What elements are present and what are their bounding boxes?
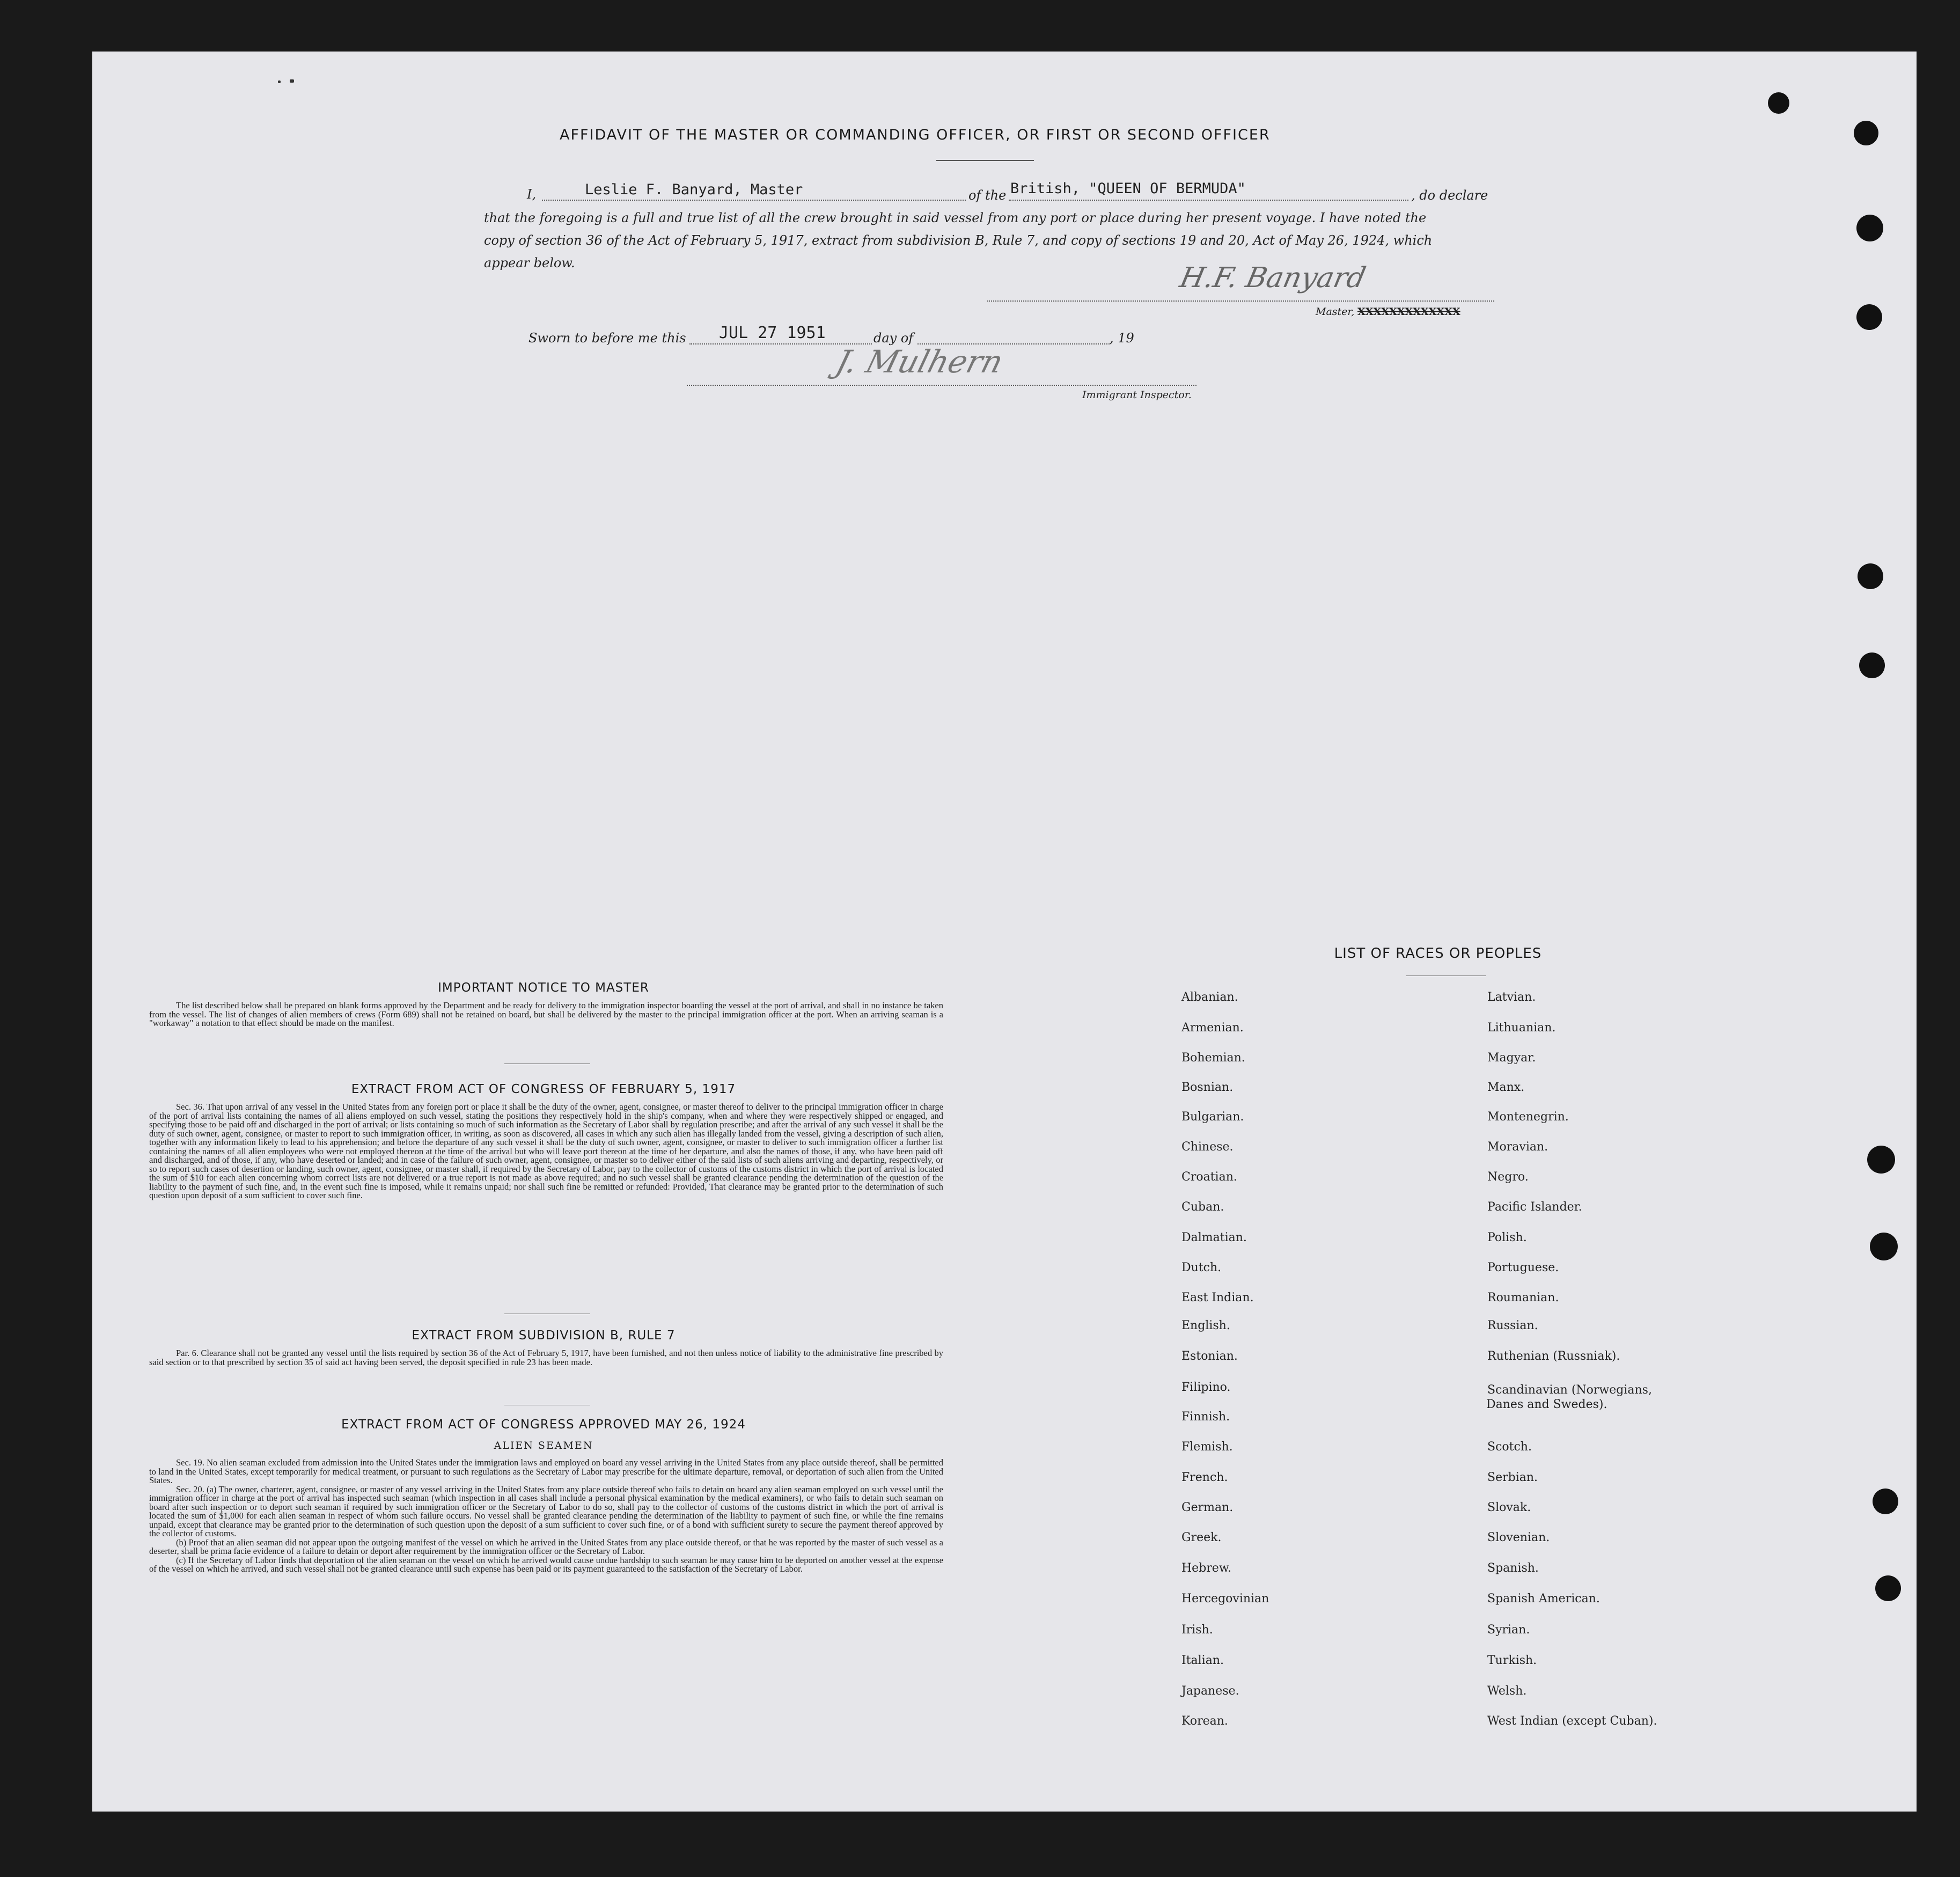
master-signature: H.F. Banyard bbox=[1177, 262, 1369, 294]
race-entry: Montenegrin. bbox=[1487, 1110, 1569, 1124]
race-entry: Bosnian. bbox=[1181, 1081, 1234, 1094]
do-declare: , do declare bbox=[1411, 188, 1488, 203]
master-caption-struck: XXXXXXXXXXXXX bbox=[1357, 306, 1460, 318]
race-entry: Spanish American. bbox=[1487, 1592, 1600, 1605]
race-entry: Japanese. bbox=[1181, 1684, 1239, 1698]
vessel-name: British, "QUEEN OF BERMUDA" bbox=[1010, 180, 1246, 197]
race-entry: Scandinavian (Norwegians, bbox=[1487, 1383, 1652, 1397]
binder-hole bbox=[1859, 652, 1885, 678]
sworn-date: JUL 27 1951 bbox=[719, 324, 826, 342]
race-entry: Dalmatian. bbox=[1181, 1231, 1247, 1244]
race-entry: Bulgarian. bbox=[1181, 1110, 1244, 1124]
sec-20a: Sec. 20. (a) The owner, charterer, agent, consignee, or master of any vessel arriving in the United States from any place outside thereof who fails to detain on board any alien seaman employed on such vessel until the immigration officer in charge at the port of arrival has inspected such seaman (which inspection in all cases shall include a personal physical examination by the medical examiners), or who fails to detain such seaman on board after such inspection or to deport such seaman if required by such immigration officer or the Secretary of Labor to do so, shall pay to the collector of customs of the customs district in which the port of arrival is located the sum of $1,000 for each alien seaman in respect of whom such failure occurs. No vessel shall be granted clearance pending the determination of the liability to payment of such fine, or while the fine remains unpaid, except that clearance may be granted prior to the determination of such question upon the deposit of a sum sufficient to cover such fine, or of a bond with sufficient surety to secure the payment thereof approved by the collector of customs. bbox=[149, 1484, 943, 1538]
affidavit-line2: that the foregoing is a full and true list of all the crew brought in said vessel from any port or place during her present voyage. I have noted the bbox=[484, 210, 1427, 225]
race-entry: Pacific Islander. bbox=[1487, 1200, 1582, 1214]
affidavit-line4: appear below. bbox=[484, 255, 575, 270]
race-entry: Finnish. bbox=[1181, 1410, 1230, 1424]
race-entry: Croatian. bbox=[1181, 1170, 1237, 1184]
affidavit-title: AFFIDAVIT OF THE MASTER OR COMMANDING OFFICER, OR FIRST OR SECOND OFFICER bbox=[560, 127, 1271, 143]
race-entry: Albanian. bbox=[1181, 991, 1238, 1004]
race-entry: Serbian. bbox=[1487, 1471, 1538, 1484]
race-entry: Slovenian. bbox=[1487, 1531, 1550, 1544]
race-entry: Syrian. bbox=[1487, 1623, 1530, 1637]
extract-1924-body bbox=[149, 1458, 943, 1574]
master-name: Leslie F. Banyard, Master bbox=[585, 181, 803, 198]
race-entry: Welsh. bbox=[1487, 1684, 1527, 1698]
binder-hole bbox=[1875, 1575, 1901, 1601]
inspector-signature-line bbox=[687, 385, 1196, 386]
extract-1917-title: EXTRACT FROM ACT OF CONGRESS OF FEBRUARY 5, 1917 bbox=[351, 1082, 736, 1096]
binder-hole bbox=[1867, 1146, 1895, 1174]
binder-hole bbox=[1856, 304, 1882, 330]
race-entry: Magyar. bbox=[1487, 1051, 1536, 1065]
race-entry: Greek. bbox=[1181, 1531, 1222, 1544]
rule7-body: Par. 6. Clearance shall not be granted any vessel until the lists required by section 36 of the Act of February 5, 1917, have been furnished, and not then unless notice of liability to the administrative fine prescribed by said section or to that prescribed by section 35 of said act having been served, the deposit specified in rule 23 has been made. bbox=[149, 1348, 943, 1367]
race-entry: Lithuanian. bbox=[1487, 1021, 1556, 1035]
race-entry: Manx. bbox=[1487, 1081, 1525, 1094]
race-entry: East Indian. bbox=[1181, 1291, 1254, 1304]
races-title: LIST OF RACES OR PEOPLES bbox=[1334, 945, 1542, 962]
race-entry: Spanish. bbox=[1487, 1561, 1539, 1575]
race-entry: Ruthenian (Russniak). bbox=[1487, 1350, 1620, 1363]
year-prefix: , 19 bbox=[1110, 331, 1134, 346]
race-entry: Slovak. bbox=[1487, 1501, 1531, 1514]
affidavit-line3: copy of section 36 of the Act of February 5, 1917, extract from subdivision B, Rule 7, and copy of sections 19 and 20, Act of May 26, 1924, which bbox=[484, 233, 1433, 248]
title-rule bbox=[936, 160, 1034, 161]
notice-title: IMPORTANT NOTICE TO MASTER bbox=[438, 981, 649, 995]
race-entry: Scotch. bbox=[1487, 1440, 1532, 1454]
of-the-label: of the bbox=[968, 188, 1007, 203]
speck bbox=[278, 80, 281, 83]
race-entry-continued: Danes and Swedes). bbox=[1486, 1398, 1607, 1411]
notice-body: The list described below shall be prepared on blank forms approved by the Department and be ready for delivery to the immigration inspector boarding the vessel at the port of arrival, and shall in no instance be taken from the vessel. The list of changes of alien members of crews (Form 689) shall not be retained on board, but shall be delivered by the master to the principal immigration officer at the port. When an arriving seaman is a "workaway" a notation to that effect should be made on the manifest. bbox=[149, 1000, 943, 1028]
race-entry: Moravian. bbox=[1487, 1140, 1548, 1154]
name-blank bbox=[542, 200, 966, 201]
race-entry: Polish. bbox=[1487, 1231, 1527, 1244]
race-entry: Dutch. bbox=[1181, 1261, 1222, 1274]
inspector-caption: Immigrant Inspector. bbox=[1082, 389, 1192, 401]
race-entry: Turkish. bbox=[1487, 1654, 1537, 1667]
race-entry: Armenian. bbox=[1181, 1021, 1244, 1035]
race-entry: Cuban. bbox=[1181, 1200, 1224, 1214]
race-entry: French. bbox=[1181, 1471, 1228, 1484]
extract-1917-body: Sec. 36. That upon arrival of any vessel in the United States from any foreign port or place it shall be the duty of the owner, agent, consignee, or master thereof to deliver to the principal immigration officer in charge of the port of arrival lists containing the names of all aliens employed on such vessel, stating the positions they respectively hold in the ship's company, when and where they were respectively shipped or engaged, and specifying those to be paid off and discharged in the port of arrival; or lists containing so much of such information as the Secretary of Labor shall by regulation prescribe; and after the arrival of any such vessel it shall be the duty of such owner, agent, consignee, or master to report to such immigration officer, in writing, as soon as discovered, all cases in which any such alien has illegally landed from the vessel, giving a description of such alien, together with any information likely to lead to his apprehension; and before the departure of any such vessel it shall be the duty of such owner, agent, consignee, or master to deliver to such immigration officer a further list containing the names of all alien employees who were not employed thereon at the time of the arrival but who will leave port thereon at the time of her departure, and also the names of those, if any, who have been paid off and discharged, and of those, if any, who have deserted or landed; and in case of the failure of such owner, agent, consignee, or master so to deliver either of the said lists of such aliens arriving and departing, respectively, or so to report such cases of desertion or landing, such owner, agent, consignee, or master shall, if required by the Secretary of Labor, pay to the collector of customs of the customs district in which the port of arrival is located the sum of $10 for each alien concerning whom correct lists are not delivered or a true report is not made as above required; and no such vessel shall be granted clearance pending the determination of the question of the liability to the payment of such fine, and, in the event such fine is imposed, while it remains unpaid; nor shall such fine be remitted or refunded: Provided, That clearance may be granted prior to the determination of such question upon deposit of a sum sufficient to cover such fine. bbox=[149, 1102, 943, 1200]
sec-19: Sec. 19. No alien seaman excluded from admission into the United States under the immigration laws and employed on board any vessel arriving in the United States from any place outside thereof, shall be permitted to land in the United States, except temporarily for medical treatment, or pursuant to such regulations as the Secretary of Labor may prescribe for the ultimate departure, removal, or deportation of such alien from the United States. bbox=[149, 1457, 943, 1485]
race-entry: West Indian (except Cuban). bbox=[1487, 1714, 1657, 1728]
race-entry: Irish. bbox=[1181, 1623, 1213, 1637]
race-entry: Flemish. bbox=[1181, 1440, 1233, 1454]
race-entry: Estonian. bbox=[1181, 1350, 1238, 1363]
race-entry: German. bbox=[1181, 1501, 1234, 1514]
race-entry: Negro. bbox=[1487, 1170, 1529, 1184]
sec-20b: (b) Proof that an alien seaman did not appear upon the outgoing manifest of the vessel on which he arrived in the United States from any place outside thereof, or that he was reported by the master of such vessel as a deserter, shall be prima facie evidence of a failure to detain or deport after requirement by the immigration officer or the Secretary of Labor. bbox=[149, 1537, 943, 1556]
sworn-label: Sworn to before me this bbox=[528, 331, 686, 346]
race-entry: Italian. bbox=[1181, 1654, 1224, 1667]
race-entry: Latvian. bbox=[1487, 991, 1536, 1004]
rule7-title: EXTRACT FROM SUBDIVISION B, RULE 7 bbox=[412, 1329, 676, 1343]
binder-hole bbox=[1858, 563, 1883, 589]
race-entry: Portuguese. bbox=[1487, 1261, 1559, 1274]
race-entry: Filipino. bbox=[1181, 1381, 1231, 1394]
affidavit-i: I, bbox=[527, 187, 537, 202]
race-entry: Korean. bbox=[1181, 1714, 1228, 1728]
race-entry: Chinese. bbox=[1181, 1140, 1234, 1154]
race-entry: Bohemian. bbox=[1181, 1051, 1245, 1065]
race-entry: Hercegovinian bbox=[1181, 1592, 1269, 1605]
race-entry: English. bbox=[1181, 1319, 1230, 1332]
alien-seamen-subtitle: ALIEN SEAMEN bbox=[494, 1440, 593, 1451]
master-caption: Master, bbox=[1316, 306, 1355, 318]
extract-1924-title: EXTRACT FROM ACT OF CONGRESS APPROVED MAY 26, 1924 bbox=[341, 1418, 746, 1432]
race-entry: Roumanian. bbox=[1487, 1291, 1559, 1304]
vessel-blank bbox=[1009, 200, 1408, 201]
inspector-signature: J. Mulhern bbox=[832, 343, 1007, 380]
binder-hole bbox=[1856, 215, 1883, 241]
sec-20c: (c) If the Secretary of Labor finds that deportation of the alien seaman on the vessel on which he arrived would cause undue hardship to such seaman he may cause him to be deported on another vessel at the expense of the vessel on which he arrived, and such vessel shall not be granted clearance until such expense has been paid or its payment guaranteed to the satisfaction of the Secretary of Labor. bbox=[149, 1555, 943, 1574]
binder-hole bbox=[1873, 1489, 1898, 1514]
binder-hole bbox=[1854, 121, 1878, 145]
speck bbox=[290, 79, 294, 83]
race-entry: Russian. bbox=[1487, 1319, 1538, 1332]
day-of-label: day of bbox=[873, 331, 914, 346]
master-signature-line bbox=[987, 300, 1494, 302]
binder-hole bbox=[1768, 92, 1789, 114]
race-entry: Hebrew. bbox=[1181, 1561, 1232, 1575]
binder-hole bbox=[1870, 1233, 1898, 1260]
